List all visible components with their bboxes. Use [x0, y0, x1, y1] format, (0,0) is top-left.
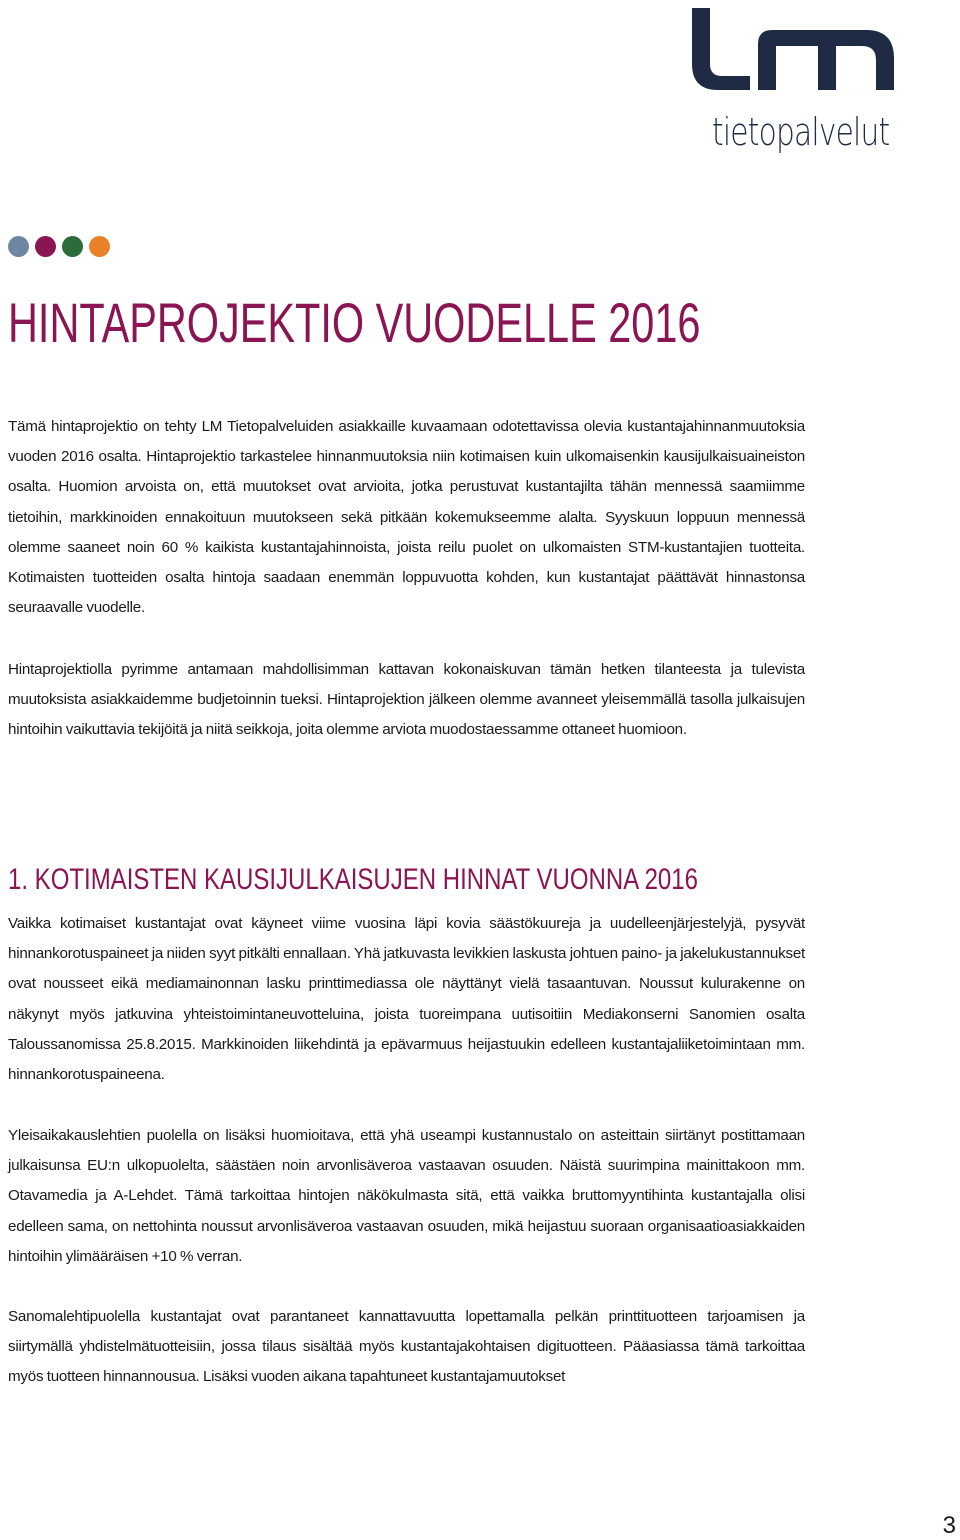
section-title: 1. KOTIMAISTEN KAUSIJULKAISUJEN HINNAT VUONNA 2016 [8, 863, 698, 896]
page-number: 3 [942, 1512, 956, 1539]
lm-logo-mark [688, 0, 898, 100]
page-title: HINTAPROJEKTIO VUODELLE 2016 [8, 291, 701, 354]
section-paragraph-1: Vaikka kotimaiset kustantajat ovat käyneet viime vuosina läpi kovia säästökuureja ja uudelleenjärjestelyjä, pysyvät hinnankorotuspaineet ja niiden syyt pitkälti ennallaan. Yhä jatkuvasta levikkien laskusta johtuen paino- ja jakelukustannukset ovat nousseet eikä mediamainonnan lasku printtimediassa ole näyttänyt vielä tasaantuvan. Noussut kulurakenne on näkynyt myös jatkuvina yhteistoimintaneuvotteluina, joista tuoreimpana uutisoitiin Mediakonserni Sanomien osalta Taloussanomissa 25.8.2015. Markkinoiden liikehdintä ja epävarmuus heijastuukin edelleen kustantajaliiketoimintaan mm. hinnankorotuspaineena. [8, 915, 805, 1084]
company-logo [688, 0, 898, 170]
logo-subtitle: tietopalvelut [712, 110, 890, 154]
dot-magenta [35, 236, 56, 257]
intro-paragraph-1: Tämä hintaprojektio on tehty LM Tietopalveluiden asiakkaille kuvaamaan odotettavissa olevia kustantajahinnanmuutoksia vuoden 2016 osalta. Hintaprojektio tarkastelee hinnanmuutoksia niin kotimaisen kuin ulkomaisenkin kausijulkaisuaineiston osalta. Huomion arvoista on, että muutokset ovat arvioita, jotka perustuvat kustantajilta tähän mennessä saamiimme tietoihin, markkinoiden ennakoituun muutokseen sekä pitkään kokemukseemme alalta. Syyskuun loppuun mennessä olemme saaneet noin 60 % kaikista kustantajahinnoista, joista reilu puolet on ulkomaisten STM-kustantajien tuotteita. Kotimaisten tuotteiden osalta hintoja saadaan enemmän loppuvuotta kohden, kun kustantajat päättävät hinnastonsa seuraavalle vuodelle. [8, 418, 805, 617]
intro-paragraph-2: Hintaprojektiolla pyrimme antamaan mahdollisimman kattavan kokonaiskuvan tämän hetken tilanteesta ja tulevista muutoksista asiakkaidemme budjetoinnin tueksi. Hintaprojektion jälkeen olemme avanneet yleisemmällä tasolla julkaisujen hintoihin vaikuttavia tekijöitä ja niitä seikkoja, joita olemme arviota muodostaessamme ottaneet huomioon. [8, 661, 805, 739]
section-paragraph-3: Sanomalehtipuolella kustantajat ovat parantaneet kannattavuutta lopettamalla pelkän printtituotteen tarjoamisen ja siirtymällä yhdistelmätuotteisiin, jossa tilaus sisältää myös kustantajakohtaisen digituotteen. Pääasiassa tämä tarkoittaa myös tuotteen hinnannousua. Lisäksi vuoden aikana tapahtuneet kustantajamuutokset [8, 1308, 805, 1386]
dot-blue-gray [8, 236, 29, 257]
section-paragraph-2: Yleisaikakauslehtien puolella on lisäksi huomioitava, että yhä useampi kustannustalo on asteittain siirtänyt postittamaan julkaisunsa EU:n ulkopuolelta, säästäen noin arvonlisäveroa vastaavan osuuden. Näistä suurimpina mainittakoon mm. Otavamedia ja A-Lehdet. Tämä tarkoittaa hintojen näkökulmasta sitä, että vaikka bruttomyyntihinta kustantajalla olisi edelleen sama, on nettohinta noussut arvonlisäveroa vastaavan osuuden, mikä heijastuu suoraan organisaatioasiakkaiden hintoihin ylimääräisen +10 % verran. [8, 1127, 805, 1265]
decorative-dots [8, 236, 110, 257]
dot-orange [89, 236, 110, 257]
dot-green [62, 236, 83, 257]
